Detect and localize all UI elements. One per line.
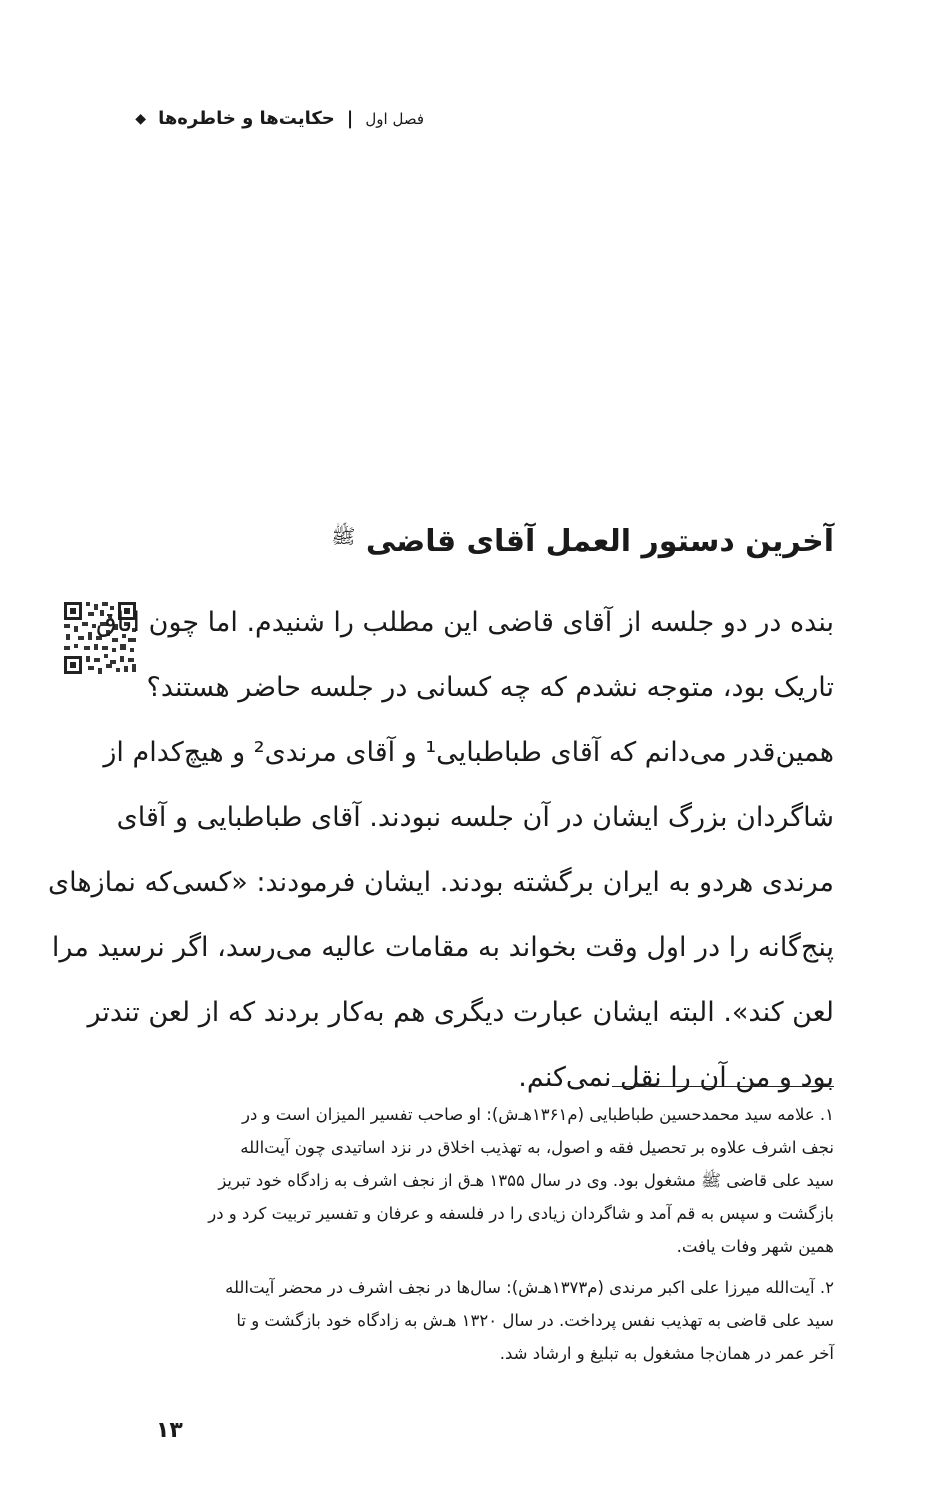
footnotes (114, 1098, 834, 1370)
chapter-label: فصل اول (365, 109, 424, 128)
footnote-line: بازگشت و سپس به قم آمد و شاگردان زیادی را در فلسفه و عرفان و تفسیر تربیت کرد و در (208, 1204, 834, 1223)
body-line: بود و من آن را نقل نمی‌کنم. (518, 1062, 834, 1093)
footnote-divider (612, 1086, 834, 1087)
body-line: شاگردان بزرگ ایشان در آن جلسه نبودند. آقای طباطبایی و آقای (116, 802, 834, 833)
footnote-line: ۱. علامه سید محمدحسین طباطبایی (م۱۳۶۱هـ‌ش): او صاحب تفسیر المیزان است و در (241, 1105, 834, 1124)
footnote-gap (114, 1263, 834, 1271)
footnote-line: نجف اشرف علاوه بر تحصیل فقه و اصول، به تهذیب اخلاق در نزد اساتیدی چون آیت‌الله (240, 1138, 834, 1157)
running-head (135, 108, 424, 129)
section-title: حکایت‌ها و خاطره‌ها (158, 108, 335, 129)
heading-text: آخرین دستور العمل آقای قاضی (365, 524, 834, 559)
body-line: لعن کند». البته ایشان عبارت دیگری هم به‌کار بردند که از لعن تندتر (87, 997, 834, 1028)
body-line: پنج‌گانه را در اول وقت بخواند به مقامات عالیه می‌رسد، اگر نرسید مرا (51, 932, 834, 963)
body-line: مرندی هردو به ایران برگشته بودند. ایشان فرمودند: «کسی‌که نمازهای (47, 867, 834, 898)
footnote-line: سید علی قاضی ﷺ مشغول بود. وی در سال ۱۳۵۵ هـ‌ق از نجف اشرف به زادگاه خود تبریز (218, 1171, 834, 1190)
footnote-line: سید علی قاضی به تهذیب نفس پرداخت. در سال ۱۳۲۰ هـ‌ش به زادگاه خود بازگشت و تا (236, 1311, 834, 1330)
body-line: تاریک بود، متوجه نشدم که چه کسانی در جلسه حاضر هستند؟ (146, 672, 834, 703)
footnote-1 (114, 1098, 834, 1263)
page-number: ۱۳ (156, 1418, 183, 1443)
diamond-ornament-icon: ◆ (135, 110, 147, 127)
footnote-line: همین شهر وفات یافت. (676, 1237, 834, 1256)
body-paragraph (47, 590, 834, 1110)
honorific-glyph: ﷺ (331, 524, 356, 548)
body-line: بنده در دو جلسه از آقای قاضی این مطلب را شنیدم. اما چون اتاق (95, 607, 834, 638)
body-line: همین‌قدر می‌دانم که آقای طباطبایی¹ و آقای مرندی² و هیچ‌کدام از (103, 737, 834, 768)
footnote-line: آخر عمر در همان‌جا مشغول به تبلیغ و ارشاد شد. (499, 1344, 834, 1363)
footnote-2 (114, 1271, 834, 1370)
header-separator: | (346, 108, 354, 129)
story-heading (114, 524, 834, 559)
footnote-line: ۲. آیت‌الله میرزا علی اکبر مرندی (م۱۳۷۳هـ‌ش): سال‌ها در نجف اشرف در محضر آیت‌الله (225, 1278, 834, 1297)
